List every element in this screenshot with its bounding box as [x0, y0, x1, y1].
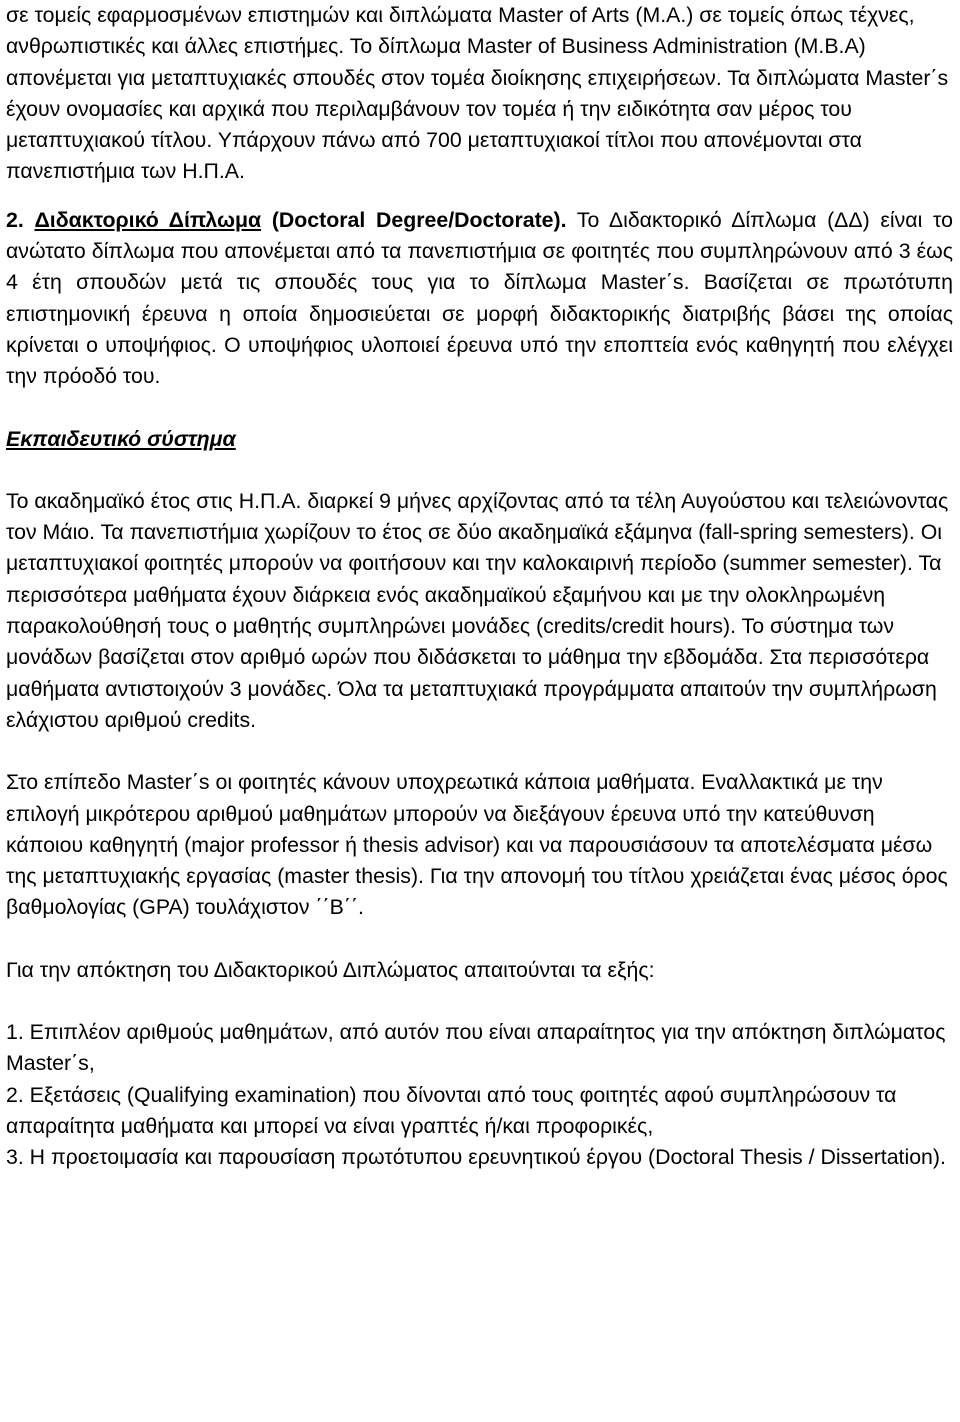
spacer [6, 188, 953, 205]
spacer [6, 736, 953, 767]
paragraph-doctorate [6, 205, 953, 393]
requirements-intro: Για την απόκτηση του Διδακτορικού Διπλώματος απαιτούνται τα εξής: [6, 957, 655, 982]
doctorate-title: Διδακτορικό Δίπλωμα [34, 207, 262, 232]
spacer [6, 924, 953, 955]
spacer [6, 393, 953, 424]
list-item: 2. Εξετάσεις (Qualifying examination) που δίνονται από τους φοιτητές αφού συμπληρώσουν τα απαραίτητα μαθήματα και μπορεί να είναι γραπτές ή/και προφορικές, [6, 1082, 897, 1138]
doctorate-body: Το Διδακτορικό Δίπλωμα (ΔΔ) είναι το ανώτατο δίπλωμα που απονέμεται από τα πανεπιστήμια σε φοιτητές που συμπληρώνουν από 3 έως 4 έτη σπουδών μετά τις σπουδές τους για το δίπλωμα Master΄s. Βασίζεται σε πρωτότυπη επιστημονική έρευνα η οποία δημοσιεύεται σε μορφή διδακτορικής διατριβής βάσει της οποίας κρίνεται ο υποψήφιος. Ο υποψήφιος υλοποιεί έρευνα υπό την εποπτεία ενός καθηγητή που ελέγχει την πρόοδό του. [6, 207, 953, 389]
section-heading-education-system: Εκπαιδευτικό σύστημα [6, 426, 236, 451]
paragraph-masters-level: Στο επίπεδο Master΄s οι φοιτητές κάνουν υποχρεωτικά κάποια μαθήματα. Εναλλακτικά με την επιλογή μικρότερου αριθμού μαθημάτων μπορούν να διεξάγουν έρευνα υπό την κατεύθυνση κάποιου καθηγητή (major professor ή thesis advisor) και να παρουσιάσουν τα αποτελέσματα μέσω της μεταπτυχιακής εργασίας (master thesis). Για την απονομή του τίτλου χρειάζεται ένας μέσος όρος βαθμολογίας (GPA) τουλάχιστον ΄΄Β΄΄. [6, 770, 948, 920]
spacer [6, 455, 953, 486]
paragraph-masters-degrees: σε τομείς εφαρμοσμένων επιστημών και διπλώματα Master of Arts (M.A.) σε τομείς όπως τέχνες, ανθρωπιστικές και άλλες επιστήμες. Το δίπλωμα Master of Business Administration (M.B.A) απονέμεται για μεταπτυχιακές σπουδές στον τομέα διοίκησης επιχειρήσεων. Τα διπλώματα Master΄s έχουν ονομασίες και αρχικά που περιλαμβάνουν τον τομέα ή την ειδικότητα σαν μέρος του μεταπτυχιακού τίτλου. Υπάρχουν πάνω από 700 μεταπτυχιακοί τίτλοι που απονέμονται στα πανεπιστήμια των Η.Π.Α. [6, 3, 949, 184]
document-page [6, 0, 953, 1174]
list-item: 3. Η προετοιμασία και παρουσίαση πρωτότυπου ερευνητικού έργου (Doctoral Thesis / Dissertation). [6, 1145, 946, 1170]
list-item: 1. Επιπλέον αριθμούς μαθημάτων, από αυτόν που είναι απαραίτητος για την απόκτηση διπλώματος Master΄s, [6, 1020, 946, 1076]
spacer [6, 986, 953, 1017]
paragraph-education-system: Το ακαδημαϊκό έτος στις Η.Π.Α. διαρκεί 9 μήνες αρχίζοντας από τα τέλη Αυγούστου και τελειώνοντας τον Μάιο. Τα πανεπιστήμια χωρίζουν το έτος σε δύο ακαδημαϊκά εξάμηνα (fall-spring semesters). Οι μεταπτυχιακοί φοιτητές μπορούν να φοιτήσουν και την καλοκαιρινή περίοδο (summer semester). Τα περισσότερα μαθήματα έχουν διάρκεια ενός ακαδημαϊκού εξαμήνου και με την ολοκληρωμένη παρακολούθησή τους ο μαθητής συμπληρώνει μονάδες (credits/credit hours). Το σύστημα των μονάδων βασίζεται στον αριθμό ωρών που διδάσκεται το μάθημα την εβδομάδα. Στα περισσότερα μαθήματα αντιστοιχούν 3 μονάδες. Όλα τα μεταπτυχιακά προγράμματα απαιτούν την συμπλήρωση ελάχιστου αριθμού credits. [6, 488, 949, 732]
doctorate-title-english: (Doctoral Degree/Doctorate). [271, 207, 567, 232]
doctorate-number: 2. [6, 207, 24, 232]
